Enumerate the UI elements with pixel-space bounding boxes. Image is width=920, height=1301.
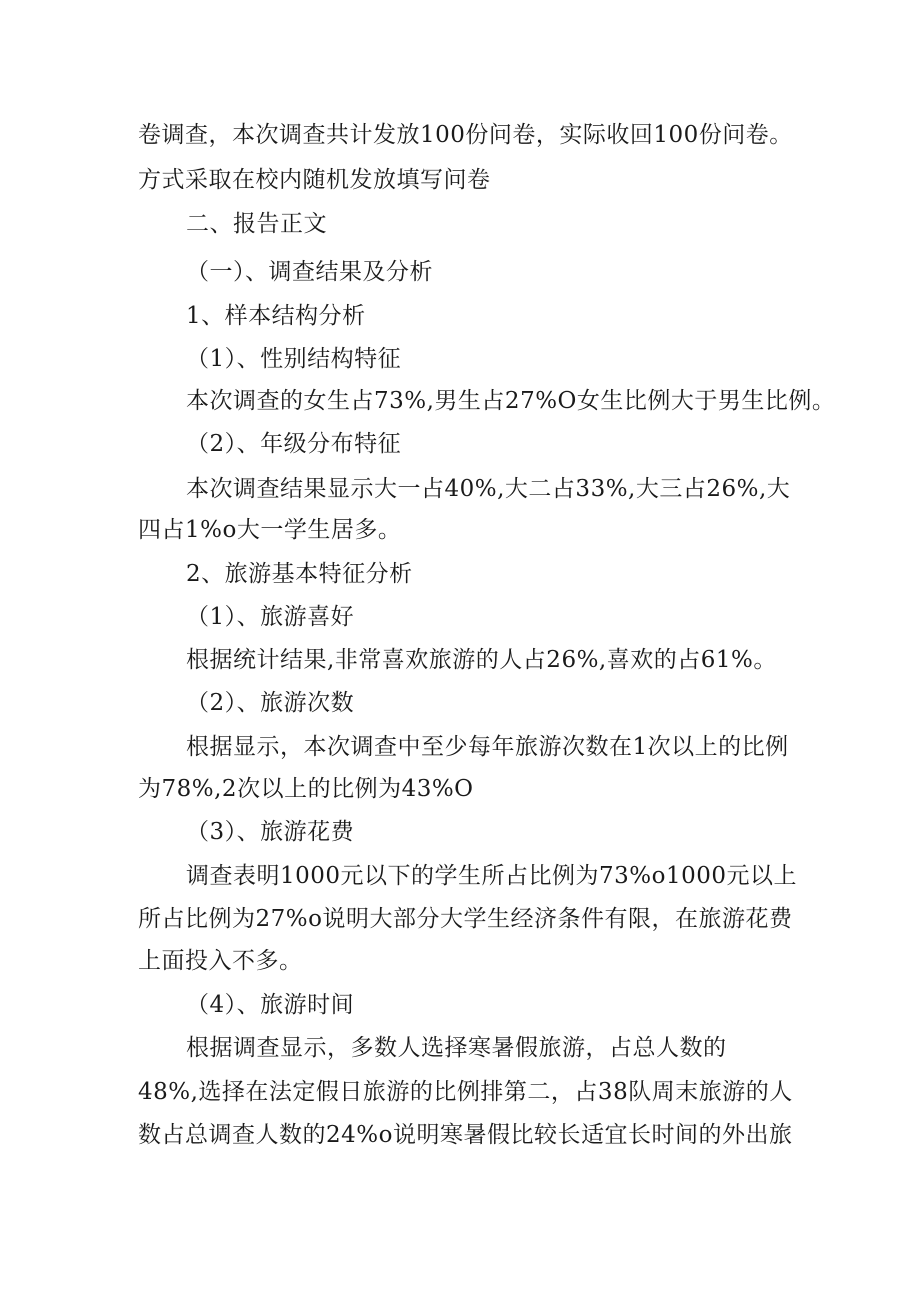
subsection-heading: 1、样本结构分析 bbox=[186, 303, 366, 329]
text-line: 方式采取在校内随机发放填写问卷 bbox=[138, 167, 491, 193]
text-line: 卷调查，本次调查共计发放100份问卷，实际收回100份问卷。 bbox=[138, 122, 793, 148]
text-line: 上面投入不多。 bbox=[138, 948, 303, 974]
text-line: 根据显示，本次调查中至少每年旅游次数在1次以上的比例 bbox=[186, 734, 789, 760]
item-heading: （3）、旅游花费 bbox=[186, 819, 355, 845]
subsection-heading: 2、旅游基本特征分析 bbox=[186, 561, 413, 587]
text-line: 本次调查结果显示大一占40%,大二占33%,大三占26%,大 bbox=[186, 476, 791, 502]
text-line: 调查表明1000元以下的学生所占比例为73%o1000元以上 bbox=[186, 863, 798, 889]
text-line: 48%,选择在法定假日旅游的比例排第二，占38队周末旅游的人 bbox=[138, 1079, 793, 1105]
item-heading: （4）、旅游时间 bbox=[186, 992, 355, 1018]
text-line: 四占1%o大一学生居多。 bbox=[138, 517, 402, 543]
item-heading: （1）、旅游喜好 bbox=[186, 604, 355, 630]
item-heading: （1）、性别结构特征 bbox=[186, 346, 402, 372]
text-line: 根据调查显示，多数人选择寒暑假旅游，占总人数的 bbox=[186, 1035, 727, 1061]
text-line: 根据统计结果,非常喜欢旅游的人占26%,喜欢的占61%。 bbox=[186, 647, 777, 673]
subsection-heading: （一）、调查结果及分析 bbox=[186, 259, 433, 285]
text-line: 为78%,2次以上的比例为43%O bbox=[138, 776, 474, 802]
text-line: 数占总调查人数的24%o说明寒暑假比较长适宜长时间的外出旅 bbox=[138, 1122, 793, 1148]
section-heading: 二、报告正文 bbox=[186, 211, 327, 237]
text-line: 所占比例为27%o说明大部分大学生经济条件有限，在旅游花费 bbox=[138, 906, 793, 932]
text-line: 本次调查的女生占73%,男生占27%O女生比例大于男生比例。 bbox=[186, 388, 836, 414]
item-heading: （2）、旅游次数 bbox=[186, 690, 355, 716]
item-heading: （2）、年级分布特征 bbox=[186, 431, 402, 457]
